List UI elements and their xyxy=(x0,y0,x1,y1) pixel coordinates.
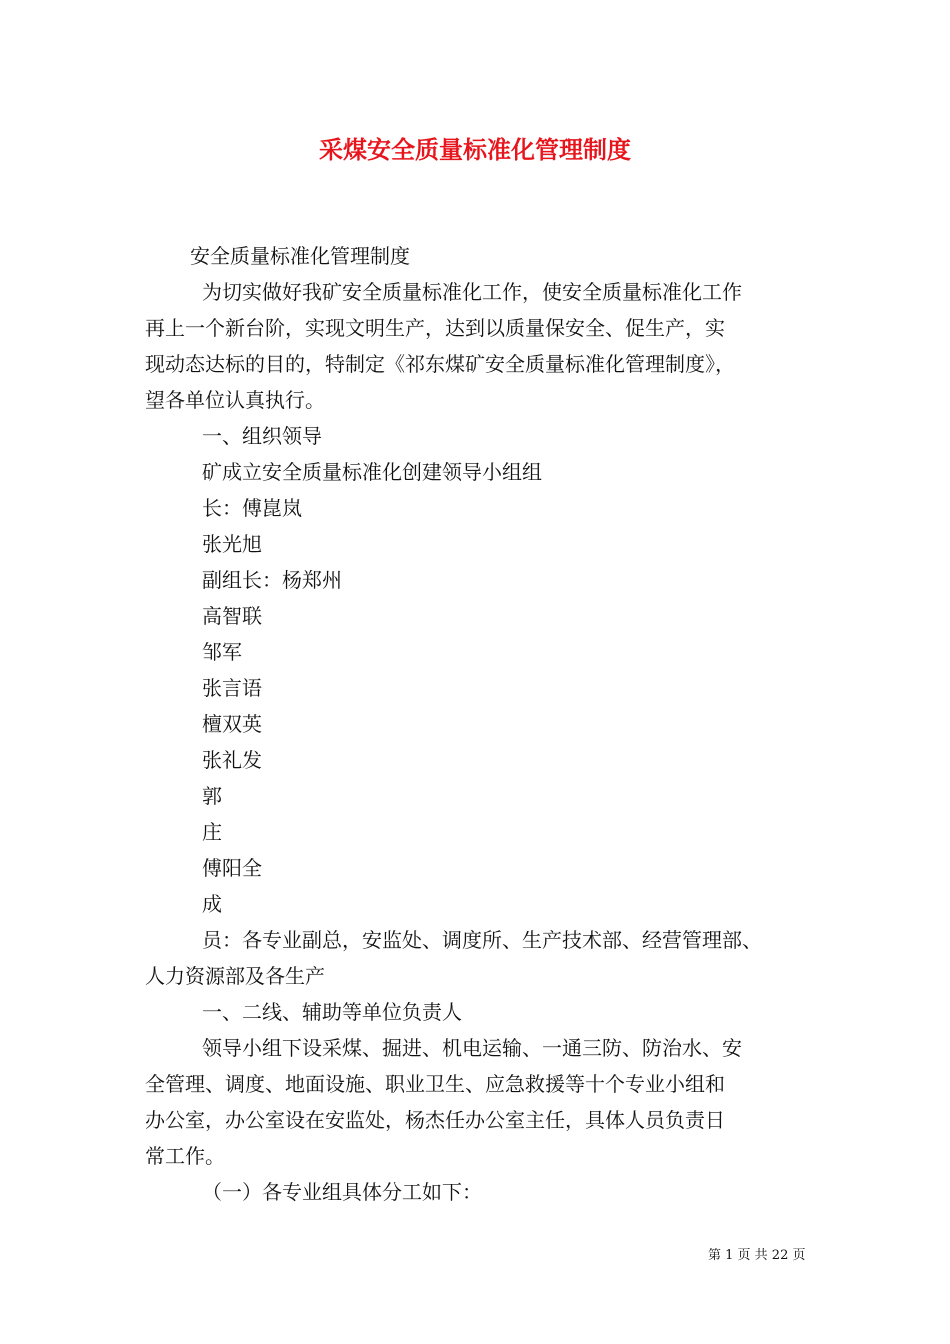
subsection-heading: （一）各专业组具体分工如下： xyxy=(202,1180,482,1204)
section-heading: 安全质量标准化管理制度 xyxy=(190,244,410,268)
paragraph-line: 员：各专业副总，安监处、调度所、生产技术部、经营管理部、 xyxy=(202,928,762,952)
list-item: 张光旭 xyxy=(202,532,262,556)
list-item: 副组长：杨郑州 xyxy=(202,568,342,592)
paragraph-line: 常工作。 xyxy=(145,1144,225,1168)
list-item: 檀双英 xyxy=(202,712,262,736)
list-item: 庄 xyxy=(202,820,222,844)
paragraph-line: 全管理、调度、地面设施、职业卫生、应急救援等十个专业小组和 xyxy=(145,1072,725,1096)
paragraph-line: 人力资源部及各生产 xyxy=(145,964,325,988)
paragraph-line: 现动态达标的目的，特制定《祁东煤矿安全质量标准化管理制度》， xyxy=(145,352,735,376)
paragraph-line: 再上一个新台阶，实现文明生产，达到以质量保安全、促生产，实 xyxy=(145,316,725,340)
list-item: 成 xyxy=(202,892,222,916)
paragraph-line: 为切实做好我矿安全质量标准化工作，使安全质量标准化工作 xyxy=(202,280,742,304)
paragraph-line: 望各单位认真执行。 xyxy=(145,388,325,412)
list-item: 高智联 xyxy=(202,604,262,628)
list-item: 郭 xyxy=(202,784,222,808)
paragraph-line: 领导小组下设采煤、掘进、机电运输、一通三防、防治水、安 xyxy=(202,1036,742,1060)
list-item: 张言语 xyxy=(202,676,262,700)
list-item: 张礼发 xyxy=(202,748,262,772)
list-item: 傅阳全 xyxy=(202,856,262,880)
paragraph-line: 一、二线、辅助等单位负责人 xyxy=(202,1000,462,1024)
paragraph-line: 办公室，办公室设在安监处，杨杰任办公室主任，具体人员负责日 xyxy=(145,1108,725,1132)
document-title: 采煤安全质量标准化管理制度 xyxy=(319,136,631,164)
page-indicator: 第 1 页 共 22 页 xyxy=(708,1248,806,1263)
paragraph-line: 矿成立安全质量标准化创建领导小组组 xyxy=(202,460,542,484)
list-item: 邹军 xyxy=(202,640,242,664)
section-heading: 一、组织领导 xyxy=(202,424,322,448)
list-item: 长：傅崑岚 xyxy=(202,496,302,520)
